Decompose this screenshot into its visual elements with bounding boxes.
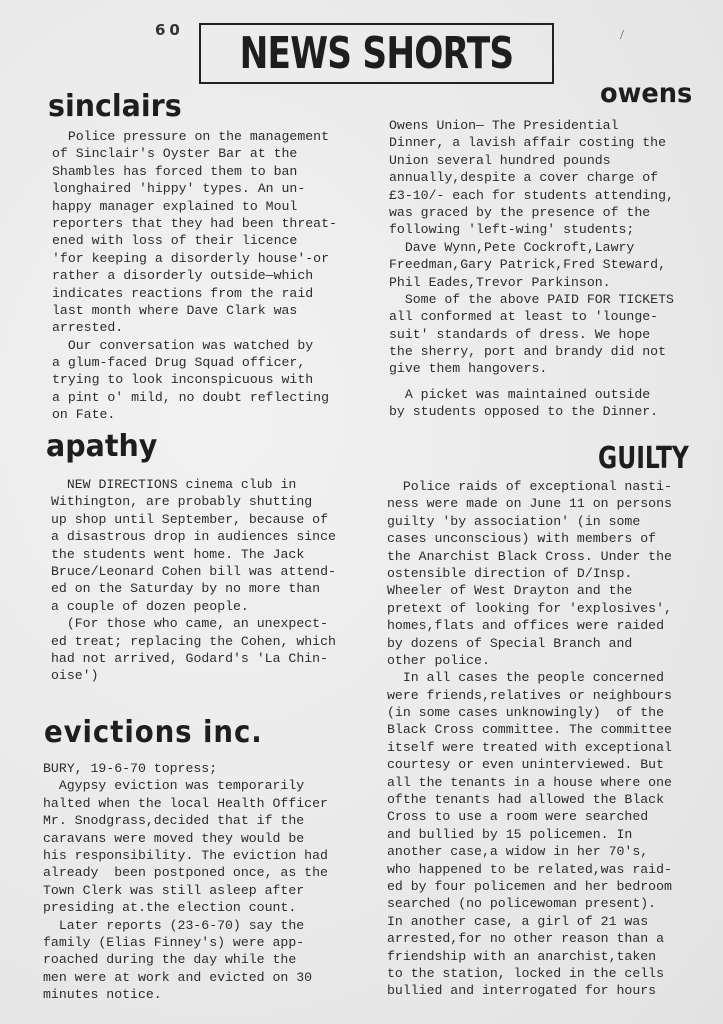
text-line: Some of the above PAID FOR TICKETS — [389, 291, 674, 307]
text-line: longhaired 'hippy' types. An un- — [52, 181, 306, 197]
text-line: rather a disorderly outside—which — [52, 268, 314, 284]
text-line: by dozens of Special Branch and — [387, 635, 633, 651]
text-line: Town Clerk was still asleep after — [43, 882, 305, 898]
text-line: guilty 'by association' (in some — [387, 513, 641, 529]
text-line: had not arrived, Godard's 'La Chin- — [51, 650, 328, 666]
text-line: indicates reactions from the raid — [52, 285, 314, 301]
text-line: Police pressure on the management — [52, 129, 329, 144]
text-line: happy manager explained to Moul — [52, 198, 298, 214]
text-line: Our conversation was watched by — [52, 337, 314, 353]
text-line: In all cases the people concerned — [387, 670, 664, 686]
text-line: arrested,for no other reason than a — [387, 931, 664, 947]
article-guilty-body — [387, 478, 715, 1000]
text-line: give them hangovers. — [389, 361, 548, 377]
text-line: on Fate. — [52, 407, 116, 423]
headline-evictions: evictions inc. — [44, 715, 263, 750]
article-owens-body — [389, 117, 715, 421]
article-owens-postscript — [389, 386, 715, 421]
text-line: a couple of dozen people. — [51, 598, 249, 614]
text-line: suit' standards of dress. We hope — [389, 326, 651, 342]
text-line: 'for keeping a disorderly house'-or — [52, 250, 329, 266]
text-line: by students opposed to the Dinner. — [389, 404, 659, 420]
stray-mark: / — [620, 28, 624, 43]
article-sinclairs-body — [52, 128, 372, 424]
text-line: a glum-faced Drug Squad officer, — [52, 355, 306, 371]
text-line: Shambles has forced them to ban — [52, 163, 298, 179]
text-line: ed on the Saturday by no more than — [51, 581, 321, 597]
text-line: Freedman,Gary Patrick,Fred Steward, — [389, 257, 666, 273]
text-line: ofthe tenants had allowed the Black — [387, 792, 664, 808]
text-line: oise') — [51, 668, 99, 684]
text-line: all the tenants in a house where one — [387, 774, 672, 790]
text-line: Owens Union— The Presidential — [389, 118, 619, 133]
text-line: A picket was maintained outside — [389, 386, 651, 402]
text-line: caravans were moved they would be — [43, 830, 305, 846]
text-line: (in some cases unknowingly) of the — [387, 705, 664, 721]
text-line: last month where Dave Clark was — [52, 302, 298, 318]
text-line: following 'left-wing' students; — [389, 222, 635, 238]
text-line: In another case, a girl of 21 was — [387, 913, 649, 929]
text-line: of Sinclair's Oyster Bar at the — [52, 146, 298, 162]
text-line: Bruce/Leonard Cohen bill was attend- — [51, 563, 336, 579]
text-line: Dinner, a lavish affair costing the — [389, 135, 666, 151]
text-line: cases unconscious) with members of — [387, 531, 657, 547]
article-owens-main — [389, 117, 715, 378]
text-line: all conformed at least to 'lounge- — [389, 309, 659, 325]
text-line: itself were treated with exceptional — [387, 739, 672, 755]
text-line: searched (no policewoman present). — [387, 896, 657, 912]
masthead-title: NEWS SHORTS — [239, 27, 514, 79]
text-line: presiding at.the election count. — [43, 900, 297, 916]
text-line: men were at work and evicted on 30 — [43, 969, 313, 985]
text-line: the Anarchist Black Cross. Under the — [387, 548, 672, 564]
text-line: other police. — [387, 652, 490, 668]
text-line: minutes notice. — [43, 987, 162, 1003]
text-line: (For those who came, an unexpect- — [51, 616, 328, 632]
text-line: Mr. Snodgrass,decided that if the — [43, 813, 305, 829]
text-line: up shop until September, because of — [51, 511, 328, 527]
text-line: friendship with an anarchist,taken — [387, 948, 657, 964]
headline-apathy: apathy — [46, 429, 158, 464]
text-line: roached during the day while the — [43, 952, 297, 968]
text-line: the students went home. The Jack — [51, 546, 305, 562]
text-line: were friends,relatives or neighbours — [387, 687, 672, 703]
text-line: Union several hundred pounds — [389, 152, 611, 168]
text-line: ed by four policemen and her bedroom — [387, 878, 672, 894]
article-evictions-body — [43, 760, 373, 1003]
headline-guilty: GUILTY — [598, 441, 689, 476]
text-line: BURY, 19-6-70 topress; — [43, 761, 218, 776]
page-number: 60 — [155, 21, 184, 39]
text-line: arrested. — [52, 320, 124, 336]
headline-owens: owens — [600, 78, 693, 109]
paragraph-gap — [389, 378, 715, 386]
text-line: £3-10/- each for students attending, — [389, 187, 674, 203]
text-line: ed treat; replacing the Cohen, which — [51, 633, 336, 649]
text-line: ness were made on June 11 on persons — [387, 496, 672, 512]
headline-sinclairs: sinclairs — [48, 89, 182, 124]
text-line: pretext of looking for 'explosives', — [387, 600, 672, 616]
text-line: to the station, locked in the cells — [387, 965, 664, 981]
text-line: a disastrous drop in audiences since — [51, 529, 336, 545]
text-line: and bullied by 15 policemen. In — [387, 826, 633, 842]
text-line: Wheeler of West Drayton and the — [387, 583, 633, 599]
text-line: the sherry, port and brandy did not — [389, 344, 666, 360]
text-line: already been postponed once, as the — [43, 865, 328, 881]
text-line: Agypsy eviction was temporarily — [43, 778, 305, 794]
text-line: his responsibility. The eviction had — [43, 847, 328, 863]
text-line: another case,a widow in her 70's, — [387, 844, 649, 860]
text-line: homes,flats and offices were raided — [387, 618, 664, 634]
text-line: family (Elias Finney's) were app- — [43, 934, 305, 950]
text-line: Cross to use a room were searched — [387, 809, 649, 825]
article-apathy-body — [51, 476, 371, 685]
text-line: Withington, are probably shutting — [51, 494, 313, 510]
text-line: Dave Wynn,Pete Cockroft,Lawry — [389, 239, 635, 255]
text-line: a pint o' mild, no doubt reflecting — [52, 389, 329, 405]
text-line: was graced by the presence of the — [389, 204, 651, 220]
text-line: who happened to be related,was raid- — [387, 861, 672, 877]
text-line: NEW DIRECTIONS cinema club in — [51, 477, 297, 492]
text-line: halted when the local Health Officer — [43, 795, 328, 811]
text-line: trying to look inconspicuous with — [52, 372, 314, 388]
text-line: reporters that they had been threat- — [52, 215, 337, 231]
text-line: bullied and interrogated for hours — [387, 983, 657, 999]
text-line: ened with loss of their licence — [52, 233, 298, 249]
text-line: Later reports (23-6-70) say the — [43, 917, 305, 933]
masthead-box — [199, 23, 554, 84]
text-line: Black Cross committee. The committee — [387, 722, 672, 738]
text-line: Phil Eades,Trevor Parkinson. — [389, 274, 611, 290]
text-line: Police raids of exceptional nasti- — [387, 479, 672, 494]
text-line: courtesy or even uninterviewed. But — [387, 757, 664, 773]
text-line: ostensible direction of D/Insp. — [387, 565, 633, 581]
text-line: annually,despite a cover charge of — [389, 170, 659, 186]
